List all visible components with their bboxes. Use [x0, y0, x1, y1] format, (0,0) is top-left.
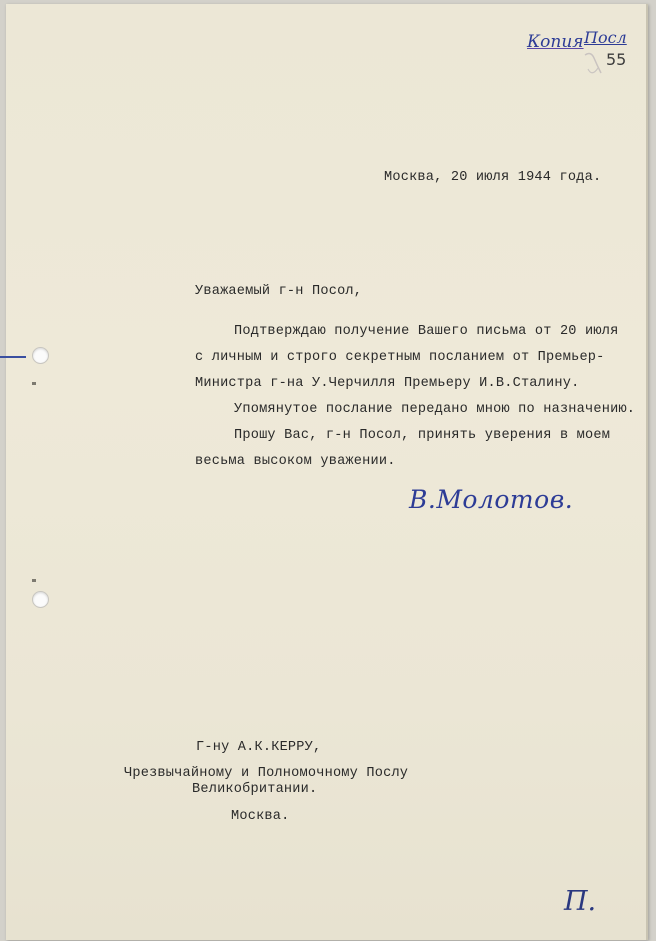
margin-tick-1 [32, 382, 36, 385]
addressee-country: Великобритании. [192, 782, 318, 797]
signature: В.Молотов. [409, 485, 574, 514]
date-line: Москва, 20 июля 1944 года. [384, 170, 602, 185]
body-line: с личным и строго секретным посланием от Премьер- [195, 350, 605, 365]
footer-initial-mark: П. [564, 886, 597, 917]
paper-sheet [6, 4, 648, 940]
addressee-title: Чрезвычайному и Полномочному Послу [124, 766, 409, 781]
addressee-city: Москва. [231, 809, 290, 824]
addressee-name: Г-ну А.К.КЕРРУ, [196, 740, 322, 755]
blue-margin-mark [0, 356, 26, 358]
faded-archive-stamp [582, 51, 604, 79]
margin-tick-2 [32, 579, 36, 582]
punch-hole-top [32, 347, 49, 364]
punch-hole-bottom [32, 591, 49, 608]
archive-page-number: 55 [606, 50, 627, 69]
copy-stamp-label: Копия [527, 32, 584, 52]
body-line: Подтверждаю получение Вашего письма от 20 июля [234, 324, 619, 339]
sheet-edge [646, 4, 648, 940]
body-line: Министра г-на У.Черчилля Премьеру И.В.Сталину. [195, 376, 580, 391]
body-line: Прошу Вас, г-н Посол, принять уверения в моем [234, 428, 611, 443]
body-line: весьма высоком уважении. [195, 454, 396, 469]
body-line: Упомянутое послание передано мною по назначению. [234, 402, 636, 417]
salutation: Уважаемый г-н Посол, [195, 284, 363, 299]
stamp-note: Посл [584, 28, 627, 47]
